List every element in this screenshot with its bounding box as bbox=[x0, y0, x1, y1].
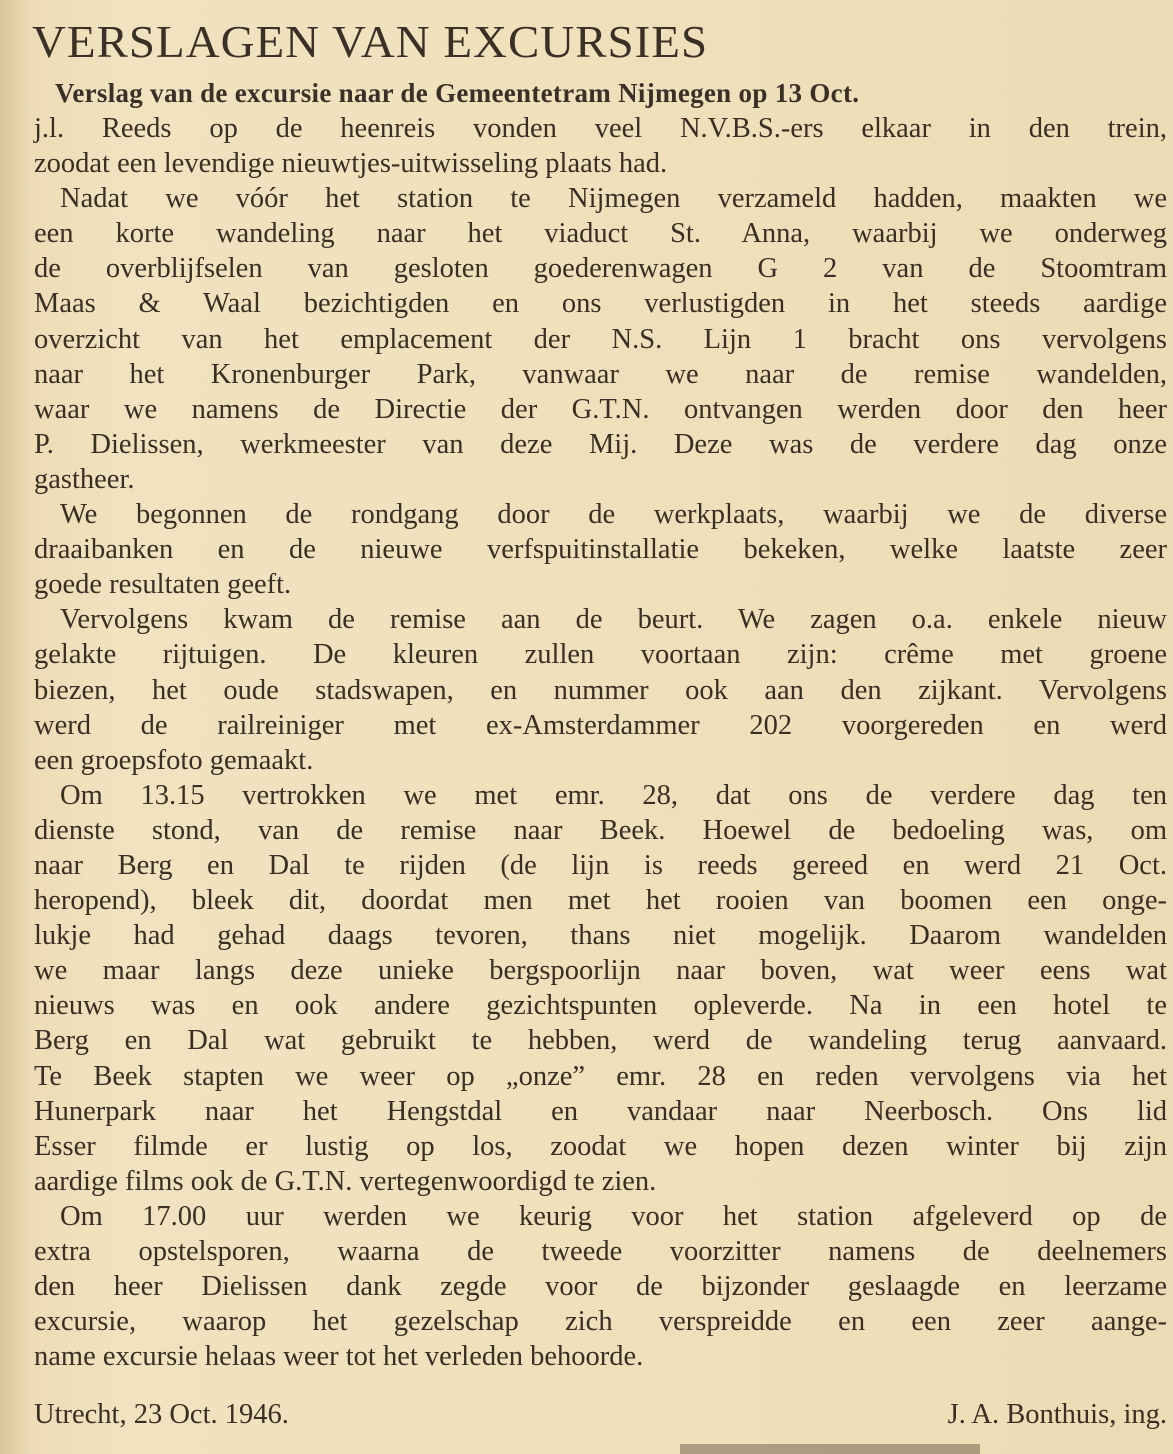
text-line: gastheer. bbox=[34, 463, 135, 495]
text-line: j.l. Reeds op de heenreis vonden veel N.V.B.S.-ers elkaar in den trein, bbox=[34, 113, 1167, 144]
text-line: naar Berg en Dal te rijden (de lijn is reeds gereed en werd 21 Oct. bbox=[34, 849, 1167, 881]
text-line: extra opstelsporen, waarna de tweede voorzitter namens de deelnemers bbox=[34, 1236, 1167, 1267]
text-line: Vervolgens kwam de remise aan de beurt. We zagen o.a. enkele nieuw bbox=[60, 604, 1167, 636]
text-line: zoodat een levendige nieuwtjes-uitwisseling plaats had. bbox=[34, 148, 668, 180]
section-title: VERSLAGEN VAN EXCURSIES bbox=[32, 16, 709, 67]
author: J. A. Bonthuis, ing. bbox=[947, 1399, 1167, 1430]
text-line: goede resultaten geeft. bbox=[34, 569, 292, 601]
text-line: Nadat we vóór het station te Nijmegen verzameld hadden, maakten we bbox=[60, 183, 1167, 215]
text-line: gelakte rijtuigen. De kleuren zullen voortaan zijn: crême met groene bbox=[34, 639, 1167, 671]
signature-block bbox=[34, 1397, 1167, 1433]
text-line: Berg en Dal wat gebruikt te hebben, werd de wandeling terug aanvaard. bbox=[34, 1025, 1167, 1057]
text-line: Om 13.15 vertrokken we met emr. 28, dat ons de verdere dag ten bbox=[60, 779, 1167, 811]
text-line: heropend), bleek dit, doordat men met het rooien van boomen een onge- bbox=[34, 885, 1167, 917]
next-heading-fragment bbox=[680, 1444, 980, 1454]
article-title: Verslag van de excursie naar de Gemeentetram Nijmegen op 13 Oct. bbox=[55, 78, 860, 108]
text-line: excursie, waarop het gezelschap zich verspreidde en een zeer aange- bbox=[34, 1306, 1167, 1338]
text-line: Maas & Waal bezichtigden en ons verlustigden in het steeds aardige bbox=[34, 288, 1167, 320]
text-line: een korte wandeling naar het viaduct St. Anna, waarbij we onderweg bbox=[34, 218, 1167, 250]
place-date: Utrecht, 23 Oct. 1946. bbox=[34, 1399, 289, 1430]
text-line: Om 17.00 uur werden we keurig voor het station afgeleverd op de bbox=[60, 1200, 1167, 1232]
text-line: de overblijfselen van gesloten goederenwagen G 2 van de Stoomtram bbox=[34, 253, 1167, 285]
text-line: We begonnen de rondgang door de werkplaats, waarbij we de diverse bbox=[60, 499, 1167, 531]
text-line: werd de railreiniger met ex-Amsterdammer 202 voorgereden en werd bbox=[34, 709, 1167, 741]
text-line: waar we namens de Directie der G.T.N. ontvangen werden door den heer bbox=[34, 393, 1167, 425]
text-line: P. Dielissen, werkmeester van deze Mij. Deze was de verdere dag onze bbox=[34, 428, 1167, 460]
text-line: biezen, het oude stadswapen, en nummer ook aan den zijkant. Vervolgens bbox=[34, 674, 1167, 706]
text-line: we maar langs deze unieke bergspoorlijn naar boven, wat weer eens wat bbox=[34, 955, 1167, 987]
text-line: overzicht van het emplacement der N.S. Lijn 1 bracht ons vervolgens bbox=[34, 323, 1167, 355]
text-line: draaibanken en de nieuwe verfspuitinstallatie bekeken, welke laatste zeer bbox=[34, 534, 1167, 566]
text-line: Te Beek stapten we weer op „onze” emr. 28 en reden vervolgens via het bbox=[34, 1060, 1167, 1092]
text-line: den heer Dielissen dank zegde voor de bijzonder geslaagde en leerzame bbox=[34, 1271, 1167, 1303]
text-line: naar het Kronenburger Park, vanwaar we naar de remise wandelden, bbox=[34, 358, 1167, 390]
text-line: name excursie helaas weer tot het verleden behoorde. bbox=[34, 1341, 644, 1373]
text-line: dienste stond, van de remise naar Beek. Hoewel de bedoeling was, om bbox=[34, 814, 1167, 846]
text-line: aardige films ook de G.T.N. vertegenwoordigd te zien. bbox=[34, 1165, 657, 1197]
text-line: nieuws was en ook andere gezichtspunten opleverde. Na in een hotel te bbox=[34, 990, 1167, 1022]
text-line: lukje had gehad daags tevoren, thans niet mogelijk. Daarom wandelden bbox=[34, 920, 1167, 952]
article-body bbox=[34, 111, 1167, 1374]
text-line: een groepsfoto gemaakt. bbox=[34, 744, 314, 776]
text-line: Hunerpark naar het Hengstdal en vandaar naar Neerbosch. Ons lid bbox=[34, 1095, 1167, 1127]
text-line: Esser filmde er lustig op los, zoodat we hopen dezen winter bij zijn bbox=[34, 1130, 1167, 1162]
